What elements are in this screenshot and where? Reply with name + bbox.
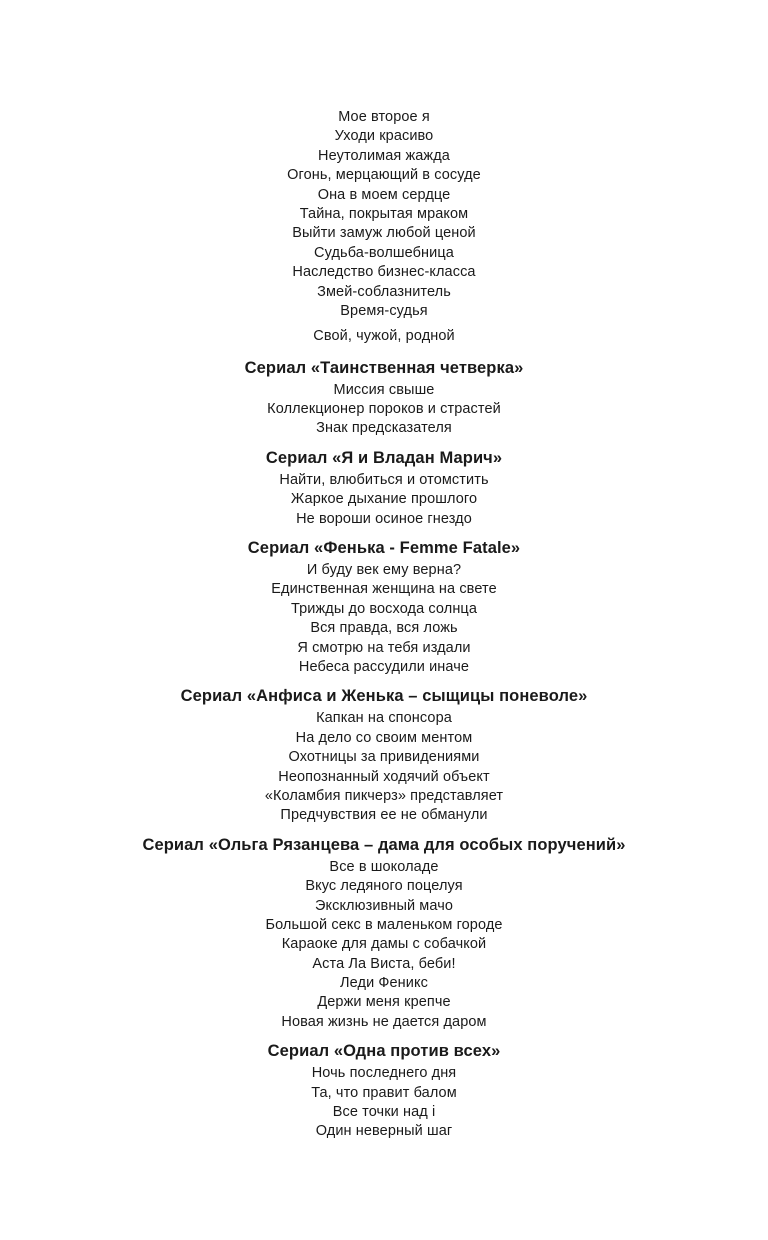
book-title: Уходи красиво (334, 128, 434, 145)
book-title: Тайна, покрытая мраком (299, 205, 469, 222)
book-title: Ночь последнего дня (311, 1065, 457, 1082)
book-title: Капкан на спонсора (316, 710, 452, 727)
book-title: Выйти замуж любой ценой (292, 225, 476, 242)
book-title: Та, что правит балом (311, 1084, 457, 1101)
series-section (0, 1040, 768, 1142)
book-title: Время-судья (340, 302, 428, 319)
book-title: Змей-соблазнитель (317, 283, 451, 300)
book-title: И буду век ему верна? (306, 562, 462, 579)
book-title: Коллекционер пороков и страстей (267, 401, 501, 418)
book-list-page (0, 108, 768, 1142)
series-heading: Сериал «Фенька - Femme Fatale» (247, 539, 521, 558)
book-title: Мое второе я (338, 109, 430, 125)
book-title: Предчувствия ее не обманули (280, 807, 488, 824)
series-heading: Сериал «Анфиса и Женька – сыщицы поневоле» (180, 687, 588, 706)
intro-title-list (0, 108, 768, 347)
book-title: Большой секс в маленьком городе (265, 916, 503, 933)
book-title: Эксклюзивный мачо (314, 897, 454, 914)
book-title: Миссия свыше (333, 381, 435, 398)
book-title: Аста Ла Виста, беби! (312, 955, 456, 972)
book-title: Судьба-волшебница (314, 244, 454, 261)
series-section (0, 685, 768, 825)
book-title: Караоке для дамы с собачкой (281, 936, 487, 953)
book-title: На дело со своим ментом (295, 729, 473, 746)
book-title: Неопознанный ходячий объект (278, 768, 490, 785)
series-heading: Сериал «Таинственная четверка» (244, 358, 524, 377)
book-title: Трижды до восхода солнца (290, 600, 477, 617)
book-title: Она в моем сердце (317, 186, 451, 203)
series-section (0, 537, 768, 677)
book-title: Все в шоколаде (329, 858, 439, 875)
book-title: Огонь, мерцающий в сосуде (287, 167, 481, 184)
series-section (0, 447, 768, 529)
book-title: Неутолимая жажда (318, 147, 450, 164)
series-section (0, 834, 768, 1033)
book-title: Небеса рассудили иначе (298, 658, 470, 675)
book-title: Жаркое дыхание прошлого (290, 491, 478, 508)
book-title: Охотницы за привидениями (288, 749, 480, 766)
book-title: «Коламбия пикчерз» представляет (264, 787, 504, 804)
book-title: Найти, влюбиться и отомстить (279, 471, 489, 488)
book-title: Новая жизнь не дается даром (281, 1013, 487, 1030)
book-title: Все точки над i (332, 1104, 436, 1121)
series-heading: Сериал «Ольга Рязанцева – дама для особых поручений» (142, 835, 626, 854)
book-title: Вся правда, вся ложь (310, 620, 458, 637)
book-title: Единственная женщина на свете (271, 581, 497, 598)
series-section (0, 357, 768, 439)
book-title: Свой, чужой, родной (313, 328, 455, 345)
book-title: Знак предсказателя (316, 420, 452, 437)
book-title: Наследство бизнес-класса (292, 264, 476, 281)
book-title: Не вороши осиное гнездо (296, 510, 472, 527)
book-title: Леди Феникс (340, 975, 428, 992)
series-heading: Сериал «Одна против всех» (267, 1042, 501, 1061)
series-heading: Сериал «Я и Владан Марич» (265, 448, 503, 467)
book-title: Один неверный шаг (315, 1123, 453, 1140)
book-title: Вкус ледяного поцелуя (305, 878, 463, 895)
book-title: Держи меня крепче (317, 994, 451, 1011)
book-title: Я смотрю на тебя издали (297, 639, 471, 656)
